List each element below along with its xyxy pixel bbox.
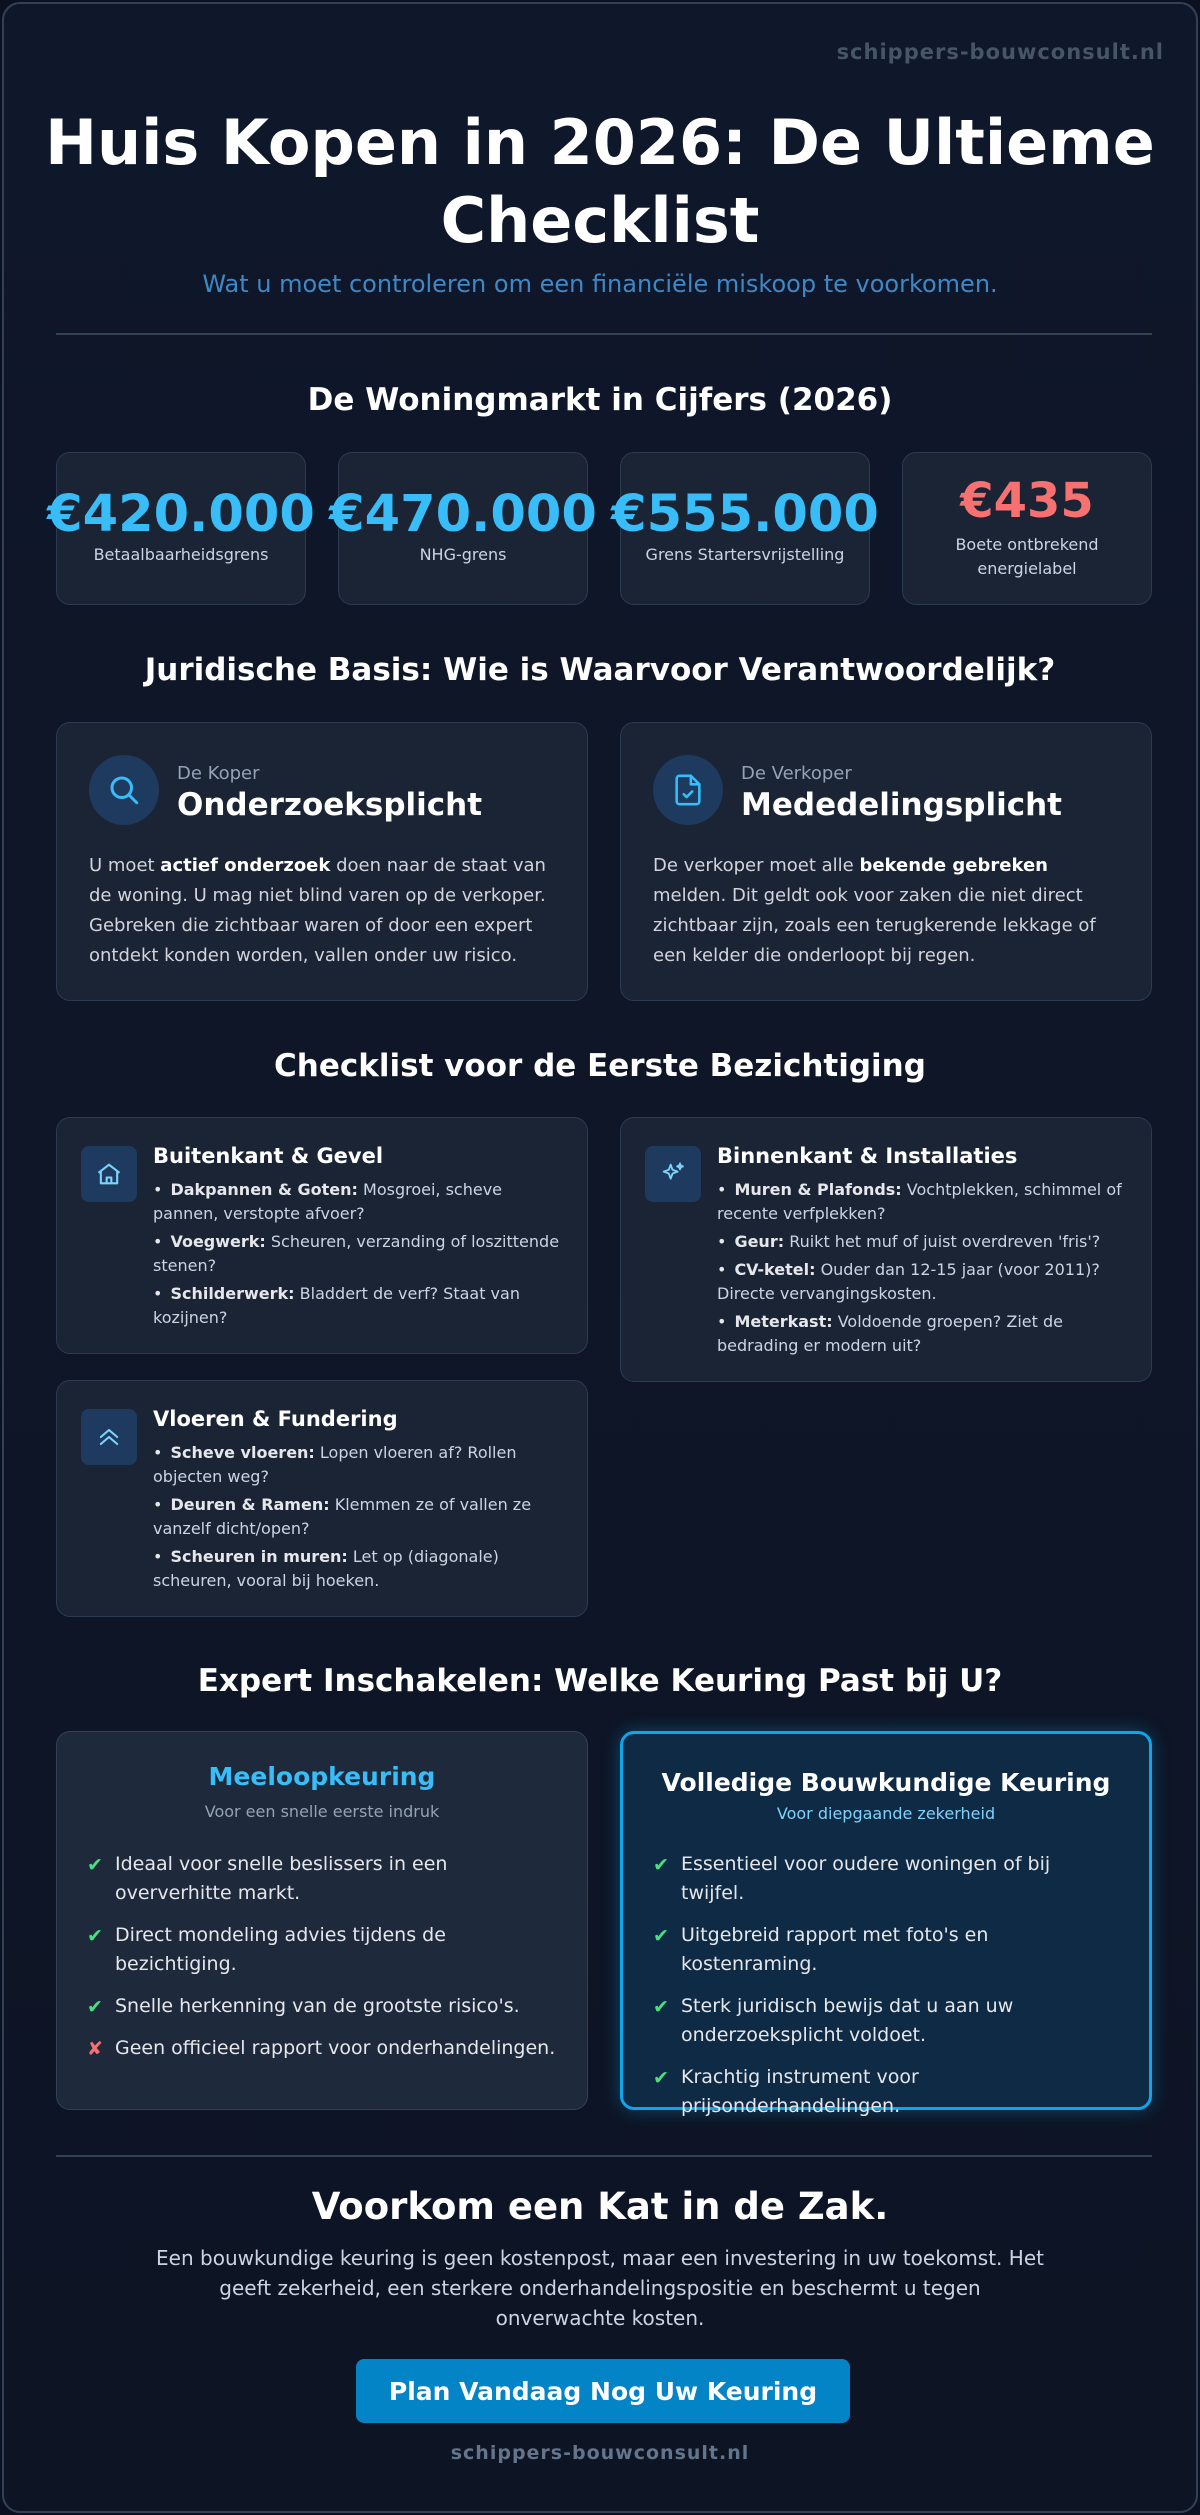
cta-text: Een bouwkundige keuring is geen kostenpost, maar een investering in uw toekomst. Het geeft zekerheid, een sterkere onderhandelingspositie en beschermt u tegen onverwachte kosten. bbox=[156, 2246, 1044, 2330]
page-title-line-2: Checklist bbox=[440, 184, 760, 257]
buyer-heading: Onderzoeksplicht bbox=[177, 787, 483, 823]
check-icon: ✔ bbox=[87, 1925, 103, 1947]
walkthrough-features bbox=[87, 1850, 557, 2076]
list-item: • Dakpannen & Goten: Mosgroei, scheve pannen, verstopte afvoer? bbox=[153, 1180, 503, 1223]
stat-card bbox=[329, 452, 597, 605]
list-item: ✔ Ideaal voor snelle beslissers in een oververhitte markt. bbox=[87, 1853, 448, 1904]
stat-label: Betaalbaarheidsgrens bbox=[93, 545, 269, 564]
chevrons-up-icon bbox=[81, 1409, 137, 1465]
legal-section-title: Juridische Basis: Wie is Waarvoor Verantwoordelijk? bbox=[144, 652, 1056, 688]
stat-value: €470.000 bbox=[329, 485, 597, 544]
check-icon: ✔ bbox=[653, 2067, 669, 2089]
check-icon: ✔ bbox=[653, 1996, 669, 2018]
stat-card bbox=[902, 452, 1152, 605]
checklist-items bbox=[153, 1441, 563, 1597]
list-item: ✘ Geen officieel rapport voor onderhandelingen. bbox=[87, 2034, 557, 2063]
site-name-bottom[interactable]: schippers-bouwconsult.nl bbox=[450, 2442, 750, 2464]
list-item: ✔ Uitgebreid rapport met foto's en kostenraming. bbox=[653, 1924, 989, 1975]
seller-card bbox=[620, 722, 1152, 1001]
divider bbox=[56, 333, 1152, 335]
stat-label: Grens Startersvrijstelling bbox=[645, 545, 845, 564]
checklist-heading: Binnenkant & Installaties bbox=[717, 1144, 1018, 1168]
stat-value: €420.000 bbox=[47, 485, 315, 544]
divider bbox=[56, 2155, 1152, 2157]
checklist-card-interior bbox=[620, 1117, 1152, 1382]
list-item: ✔ Krachtig instrument voor prijsonderhandelingen. bbox=[653, 2066, 919, 2117]
full-inspection-features bbox=[653, 1850, 1119, 2134]
page-title bbox=[4, 104, 1196, 260]
page-title-line-1: Huis Kopen in 2026: De Ultieme bbox=[45, 106, 1155, 179]
list-item: • Geur: Ruikt het muf of juist overdreven 'fris'? bbox=[717, 1232, 1101, 1251]
market-section-title: De Woningmarkt in Cijfers (2026) bbox=[307, 382, 893, 418]
list-item: • Schilderwerk: Bladdert de verf? Staat van kozijnen? bbox=[153, 1284, 520, 1327]
full-inspection-card bbox=[620, 1731, 1152, 2117]
list-item: • Scheve vloeren: Lopen vloeren af? Rollen objecten weg? bbox=[153, 1443, 517, 1486]
checklist-heading: Vloeren & Fundering bbox=[153, 1407, 398, 1431]
checklist-items bbox=[717, 1178, 1127, 1362]
search-icon bbox=[89, 755, 159, 825]
walkthrough-inspection-card bbox=[56, 1731, 588, 2110]
seller-text: De verkoper moet alle bekende gebreken melden. Dit geldt ook voor zaken die niet direct zichtbaar zijn, zoals een terugkerende lekkage of een kelder die onderloopt bij regen. bbox=[653, 855, 1096, 966]
list-item: • Meterkast: Voldoende groepen? Ziet de bedrading er modern uit? bbox=[717, 1312, 1063, 1355]
house-icon bbox=[81, 1146, 137, 1202]
check-icon: ✔ bbox=[87, 1854, 103, 1876]
cross-icon: ✘ bbox=[87, 2038, 103, 2060]
list-item: • Deuren & Ramen: Klemmen ze of vallen ze vanzelf dicht/open? bbox=[153, 1495, 532, 1538]
page-subtitle: Wat u moet controleren om een financiële miskoop te voorkomen. bbox=[202, 270, 998, 298]
stat-label: Boete ontbrekend energielabel bbox=[955, 535, 1099, 578]
stat-card bbox=[611, 452, 879, 605]
checklist-card-exterior bbox=[56, 1117, 588, 1354]
stat-value: €435 bbox=[960, 473, 1094, 529]
checklist-section-title: Checklist voor de Eerste Bezichtiging bbox=[274, 1048, 926, 1084]
buyer-text: U moet actief onderzoek doen naar de staat van de woning. U mag niet blind varen op de verkoper. Gebreken die zichtbaar waren of door een expert ontdekt konden worden, vallen onder uw risico. bbox=[89, 855, 546, 966]
seller-kicker: De Verkoper bbox=[741, 763, 852, 784]
full-inspection-subheading: Voor diepgaande zekerheid bbox=[776, 1804, 996, 1823]
checklist-card-floors bbox=[56, 1380, 588, 1617]
check-icon: ✔ bbox=[87, 1996, 103, 2018]
list-item: ✔ Essentieel voor oudere woningen of bij twijfel. bbox=[653, 1853, 1051, 1904]
list-item: ✔ Sterk juridisch bewijs dat u aan uw onderzoeksplicht voldoet. bbox=[653, 1995, 1014, 2046]
inspection-section-title: Expert Inschakelen: Welke Keuring Past bij U? bbox=[197, 1663, 1003, 1699]
check-icon: ✔ bbox=[653, 1925, 669, 1947]
buyer-kicker: De Koper bbox=[177, 763, 260, 784]
list-item: ✔ Direct mondeling advies tijdens de bezichtiging. bbox=[87, 1924, 446, 1975]
walkthrough-subheading: Voor een snelle eerste indruk bbox=[204, 1802, 440, 1821]
check-icon: ✔ bbox=[653, 1854, 669, 1876]
list-item: ✔ Snelle herkenning van de grootste risico's. bbox=[87, 1992, 557, 2021]
document-check-icon bbox=[653, 755, 723, 825]
page-frame bbox=[2, 2, 1198, 2513]
checklist-items bbox=[153, 1178, 563, 1334]
list-item: • CV-ketel: Ouder dan 12-15 jaar (voor 2011)? Directe vervangingskosten. bbox=[717, 1260, 1100, 1303]
walkthrough-heading: Meeloopkeuring bbox=[208, 1762, 436, 1791]
stat-value: €555.000 bbox=[611, 485, 879, 544]
buyer-card bbox=[56, 722, 588, 1001]
list-item: • Voegwerk: Scheuren, verzanding of loszittende stenen? bbox=[153, 1232, 560, 1275]
checklist-heading: Buitenkant & Gevel bbox=[153, 1144, 384, 1168]
seller-heading: Mededelingsplicht bbox=[741, 787, 1062, 823]
full-inspection-heading: Volledige Bouwkundige Keuring bbox=[661, 1768, 1111, 1797]
cta-title: Voorkom een Kat in de Zak. bbox=[311, 2185, 889, 2228]
list-item: • Scheuren in muren: Let op (diagonale) scheuren, vooral bij hoeken. bbox=[153, 1547, 499, 1590]
site-name-top[interactable]: schippers-bouwconsult.nl bbox=[836, 40, 1164, 64]
list-item: • Muren & Plafonds: Vochtplekken, schimmel of recente verfplekken? bbox=[717, 1180, 1122, 1223]
plan-inspection-button[interactable]: Plan Vandaag Nog Uw Keuring bbox=[356, 2359, 850, 2423]
sparkle-icon bbox=[645, 1146, 701, 1202]
stat-label: NHG-grens bbox=[419, 545, 507, 564]
stat-card bbox=[47, 452, 315, 605]
